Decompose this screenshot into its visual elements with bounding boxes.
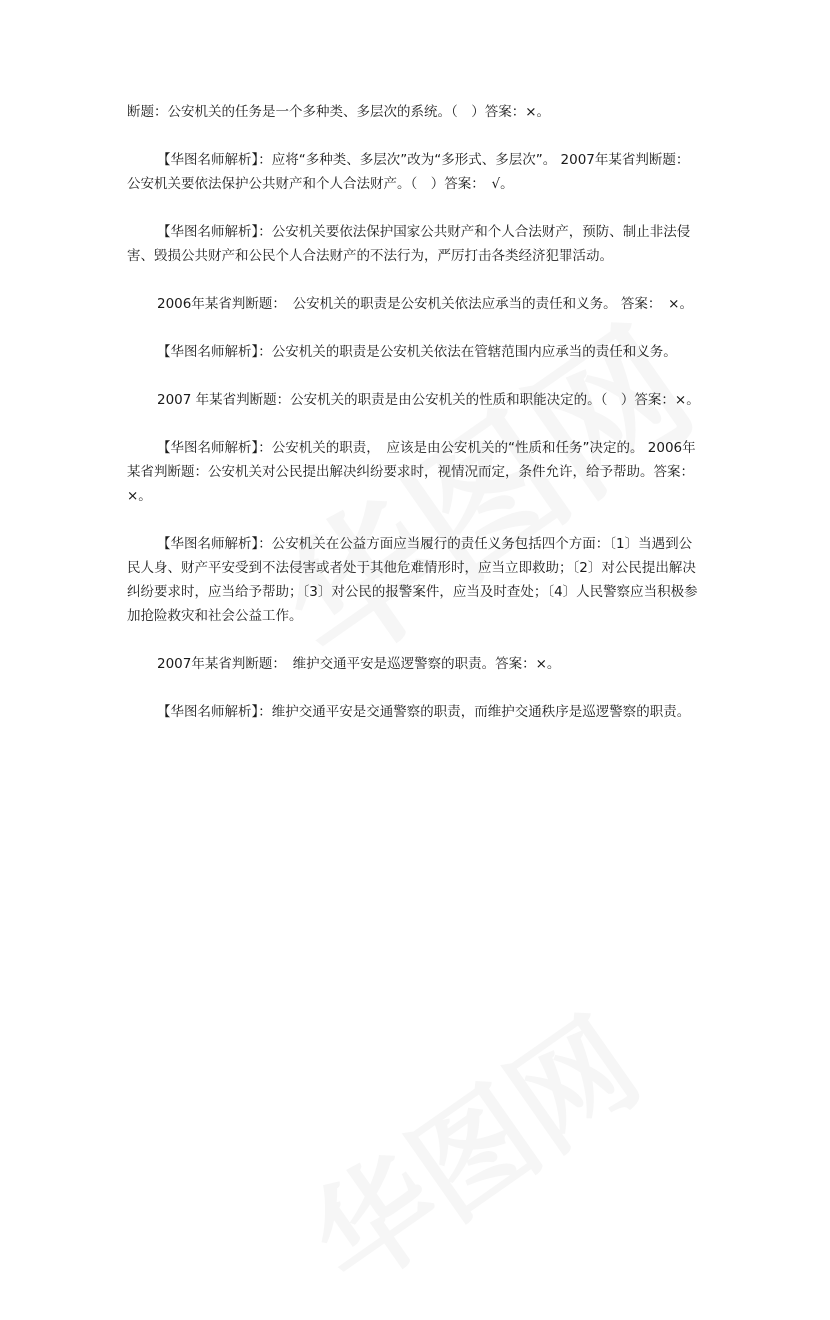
paragraph: 2007年某省判断题： 维护交通平安是巡逻警察的职责。答案：×。 (157, 656, 561, 672)
paragraph: 【华图名师解析】：公安机关在公益方面应当履行的责任义务包括四个方面：〔1〕当遇到公民人身、财产平安受到不法侵害或者处于其他危难情形时，应当立即救助；〔2〕对公民提出解决纠纷要求时，应当给予帮助；〔3〕对公民的报警案件，应当及时查处；〔4〕人民警察应当积极参加抢险救灾和社会公益工作。 (127, 536, 698, 624)
document-body (127, 100, 702, 724)
paragraph: 2007 年某省判断题：公安机关的职责是由公安机关的性质和职能决定的。（ ）答案：×。 (157, 392, 700, 408)
paragraph: 【华图名师解析】：应将“多种类、多层次”改为“多形式、多层次”。 2007年某省判断题：公安机关要依法保护公共财产和个人合法财产。（ ）答案： √。 (127, 152, 690, 192)
paragraph: 【华图名师解析】：公安机关的职责是公安机关依法在管辖范围内应承当的责任和义务。 (157, 344, 677, 360)
watermark (273, 972, 667, 1319)
paragraph: 断题：公安机关的任务是一个多种类、多层次的系统。（ ）答案：×。 (127, 104, 551, 120)
paragraph: 【华图名师解析】：公安机关要依法保护国家公共财产和个人合法财产，预防、制止非法侵害、毁损公共财产和公民个人合法财产的不法行为，严厉打击各类经济犯罪活动。 (127, 224, 691, 264)
paragraph: 【华图名师解析】：维护交通平安是交通警察的职责，而维护交通秩序是巡逻警察的职责。 (157, 704, 691, 720)
paragraph: 【华图名师解析】：公安机关的职责， 应该是由公安机关的“性质和任务”决定的。 2006年某省判断题：公安机关对公民提出解决纠纷要求时，视情况而定，条件允许，给予帮助。答案：×。 (127, 440, 696, 504)
paragraph: 2006年某省判断题： 公安机关的职责是公安机关依法应承当的责任和义务。 答案： ×。 (157, 296, 693, 312)
